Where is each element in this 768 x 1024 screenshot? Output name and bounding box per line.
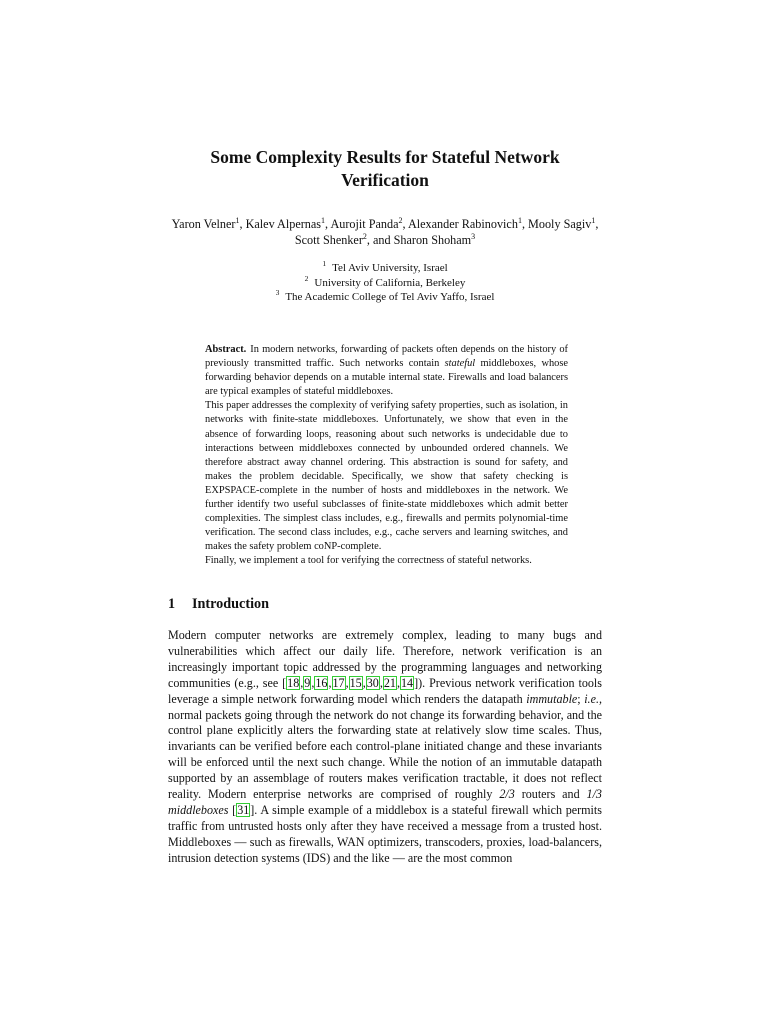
author: Aurojit Panda$^2$ [330,215,403,231]
introduction-text [168,628,602,867]
citation-link[interactable]: 31 [237,802,250,817]
paper-title: Some Complexity Results for Stateful Network Verification [210,147,560,190]
abstract-label: Abstract. [205,344,247,355]
affiliation: $^3$ The Academic College of Tel Aviv Yaffo, Israel [275,288,495,303]
author: Kalev Alpernas$^1$ [245,215,326,231]
affiliation-list [168,261,602,305]
affiliation: $^1$ Tel Aviv University, Israel [322,259,448,274]
author: Yaron Velner$^1$ [171,215,240,231]
abstract-paragraph: Finally, we implement a tool for verifying the correctness of stateful networks. [205,555,532,567]
citation-link[interactable]: 14 [401,675,414,690]
abstract [205,343,568,569]
citation-link[interactable]: 16 [315,675,328,690]
citation-link[interactable]: 15 [349,675,362,690]
citation-link[interactable]: 30 [366,675,379,690]
author-list: Yaron Velner$^1$, Kalev Alpernas$^1$, Aurojit Panda$^2$, Alexander Rabinovich$^1$, Mooly Sagiv$^1$, Scott Shenker$^2$, and Sharon Shoham$^3$ [171,215,599,247]
citation-link[interactable]: 21 [383,675,396,690]
abstract-paragraph: This paper addresses the complexity of verifying safety properties, such as isolation, in networks with finite-state middleboxes. Unfortunately, we show that even in the absence of forwarding loops, reasoning about such networks is undecidable due to interactions between middleboxes connected by unbounded ordered channels. We therefore abstract away channel ordering. This abstraction is sound for safety, and makes the problem decidable. Specifically, we show that safety checking is EXPSPACE-complete in the number of hosts and middleboxes in the network. We further identify two useful subclasses of finite-state middleboxes which admit better complexities. The simplest class includes, e.g., firewalls and permits polynomial-time verification. The second class includes, e.g., cache servers and learning switches, and makes the safety problem coNP-complete. [205,400,568,553]
author: Mooly Sagiv$^1$ [528,215,596,231]
section-number: 1 [168,596,176,612]
section-heading [168,594,269,614]
body-paragraph: Modern computer networks are extremely complex, leading to many bugs and vulnerabilities which affect our daily life. Therefore, network verification is an increasingly important topic addressed by the programming languages and networking communities (e.g., see [18,9,16,17,15,30,21,14]). Previous network verification tools leverage a simple network forwarding model which renders the datapath immutable; i.e., normal packets going through the network do not change its forwarding behavior, and the control plane explicitly alters the forwarding state at relatively slow time scales. Thus, invariants can be verified before each control-plane initiated change and these invariants will be enforced until the next such change. While the notion of an immutable datapath supported by an assemblage of routers makes verification tractable, it does not reflect reality. Modern enterprise networks are comprised of roughly 2/3 routers and 1/3 middleboxes [31]. A simple example of a middlebox is a stateful firewall which permits traffic from untrusted hosts only after they have received a message from a trusted host. Middleboxes — such as firewalls, WAN optimizers, transcoders, proxies, load-balancers, intrusion detection systems (IDS) and the like — are the most common [168,628,602,865]
author: and Sharon Shoham$^3$ [372,231,476,247]
author: Alexander Rabinovich$^1$ [407,215,522,231]
abstract-paragraph: Abstract. In modern networks, forwarding of packets often depends on the history of previously transmitted traffic. Such networks contain stateful middleboxes, whose forwarding behavior depends on a mutable internal state. Firewalls and load balancers are typical examples of stateful middleboxes. [205,344,568,398]
affiliation: $^2$ University of California, Berkeley [304,273,466,289]
citation-link[interactable]: 9 [304,675,311,690]
section-title: Introduction [192,596,269,612]
author: Scott Shenker$^2$ [294,231,367,247]
citation-link[interactable]: 18 [287,675,300,690]
citation-link[interactable]: 17 [332,675,345,690]
